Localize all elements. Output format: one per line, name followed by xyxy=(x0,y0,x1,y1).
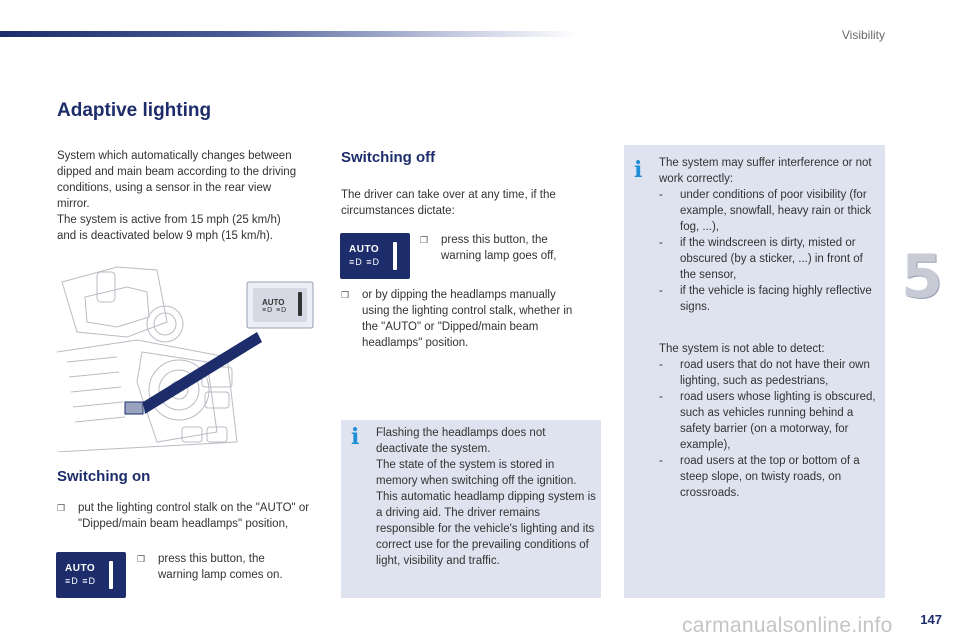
info-paragraph: Flashing the headlamps does not deactivate the system. xyxy=(376,427,546,455)
switching-on-heading: Switching on xyxy=(57,468,151,485)
step-text: or by dipping the headlamps manually using the lighting control stalk, whether in the "AUTO" or "Dipped/main beam headlamps" position. xyxy=(362,289,573,349)
list-item xyxy=(659,357,881,389)
list-item xyxy=(659,187,881,235)
auto-label: AUTO xyxy=(349,244,380,255)
info-paragraph: The state of the system is stored in memory when switching off the ignition. xyxy=(376,459,577,487)
list-item xyxy=(659,453,881,501)
intro-line: mirror. xyxy=(57,198,90,210)
console-illustration xyxy=(57,262,321,452)
switching-off-intro: The driver can take over at any time, if the circumstances dictate: xyxy=(341,189,556,217)
bullet-icon: ❒ xyxy=(57,503,66,513)
switching-on-step-2 xyxy=(137,551,307,583)
illus-lamp-label: ≡D ≡D xyxy=(262,307,288,314)
button-bar xyxy=(393,242,397,270)
switching-on-step-1 xyxy=(57,500,319,532)
info-box-flashing xyxy=(341,420,601,598)
illus-auto-label: AUTO xyxy=(262,298,285,307)
bullet-icon: ❒ xyxy=(341,290,350,300)
list-item-text: road users that do not have their own lighting, such as pedestrians, xyxy=(680,359,870,387)
list-item-text: if the windscreen is dirty, misted or obscured (by a sticker, ...) in front of the sensor, xyxy=(680,237,863,281)
switching-off-step-2 xyxy=(341,287,581,351)
dash: - xyxy=(659,359,663,371)
dash: - xyxy=(659,285,663,297)
headlamp-icon: ≡D ≡D xyxy=(65,576,97,586)
auto-headlamp-button-off[interactable] xyxy=(340,233,410,279)
chapter-number: 5 xyxy=(901,242,943,312)
watermark: carmanualsonline.info xyxy=(682,614,893,637)
list-item xyxy=(659,235,881,283)
info-paragraph: The system may suffer interference or not work correctly: xyxy=(659,157,872,185)
info-icon: i xyxy=(634,157,643,183)
list-item xyxy=(659,389,881,453)
info-box-interference xyxy=(624,145,885,598)
intro-line: The system is active from 15 mph (25 km/h) xyxy=(57,214,281,226)
intro-line: conditions, using a sensor in the rear view xyxy=(57,182,272,194)
header-band xyxy=(0,31,580,37)
headlamp-icon: ≡D ≡D xyxy=(349,257,381,267)
step-text: press this button, the warning lamp comes on. xyxy=(158,553,283,581)
dash: - xyxy=(659,237,663,249)
bullet-icon: ❒ xyxy=(420,235,429,245)
intro-text xyxy=(57,148,319,244)
info-paragraph: This automatic headlamp dipping system is a driving aid. The driver remains responsible for the vehicle's lighting and its correct use for the prevailing conditions of light, visibility and traffic. xyxy=(376,491,596,567)
switching-off-step-1 xyxy=(420,232,570,264)
list-item-text: if the vehicle is facing highly reflective signs. xyxy=(680,285,872,313)
page-number: 147 xyxy=(920,612,942,627)
auto-label: AUTO xyxy=(65,563,96,574)
step-text: press this button, the warning lamp goes off, xyxy=(441,234,557,262)
info-flashing-text xyxy=(376,425,596,569)
dash: - xyxy=(659,391,663,403)
bullet-icon: ❒ xyxy=(137,554,146,564)
page-title: Adaptive lighting xyxy=(57,100,212,121)
intro-line: System which automatically changes between xyxy=(57,150,292,162)
list-item-text: road users at the top or bottom of a steep slope, on twisty roads, on crossroads. xyxy=(680,455,860,499)
list-item xyxy=(659,283,881,315)
button-bar xyxy=(109,561,113,589)
info-paragraph: The system is not able to detect: xyxy=(659,343,825,355)
dash: - xyxy=(659,189,663,201)
auto-headlamp-button[interactable] xyxy=(56,552,126,598)
section-title: Visibility xyxy=(841,28,885,42)
list-item-text: road users whose lighting is obscured, such as vehicles running behind a safety barrier (on a motorway, for example), xyxy=(680,391,876,451)
step-text: put the lighting control stalk on the "AUTO" or "Dipped/main beam headlamps" position, xyxy=(78,502,310,530)
info-icon: i xyxy=(351,424,360,450)
intro-line: dipped and main beam according to the driving xyxy=(57,166,297,178)
info-interference-text xyxy=(659,155,881,501)
list-item-text: under conditions of poor visibility (for example, snowfall, heavy rain or thick fog, ...), xyxy=(680,189,872,233)
intro-line: and is deactivated below 9 mph (15 km/h). xyxy=(57,230,274,242)
dash: - xyxy=(659,455,663,467)
illus-button-bar xyxy=(298,292,302,316)
switching-off-heading: Switching off xyxy=(341,149,436,166)
